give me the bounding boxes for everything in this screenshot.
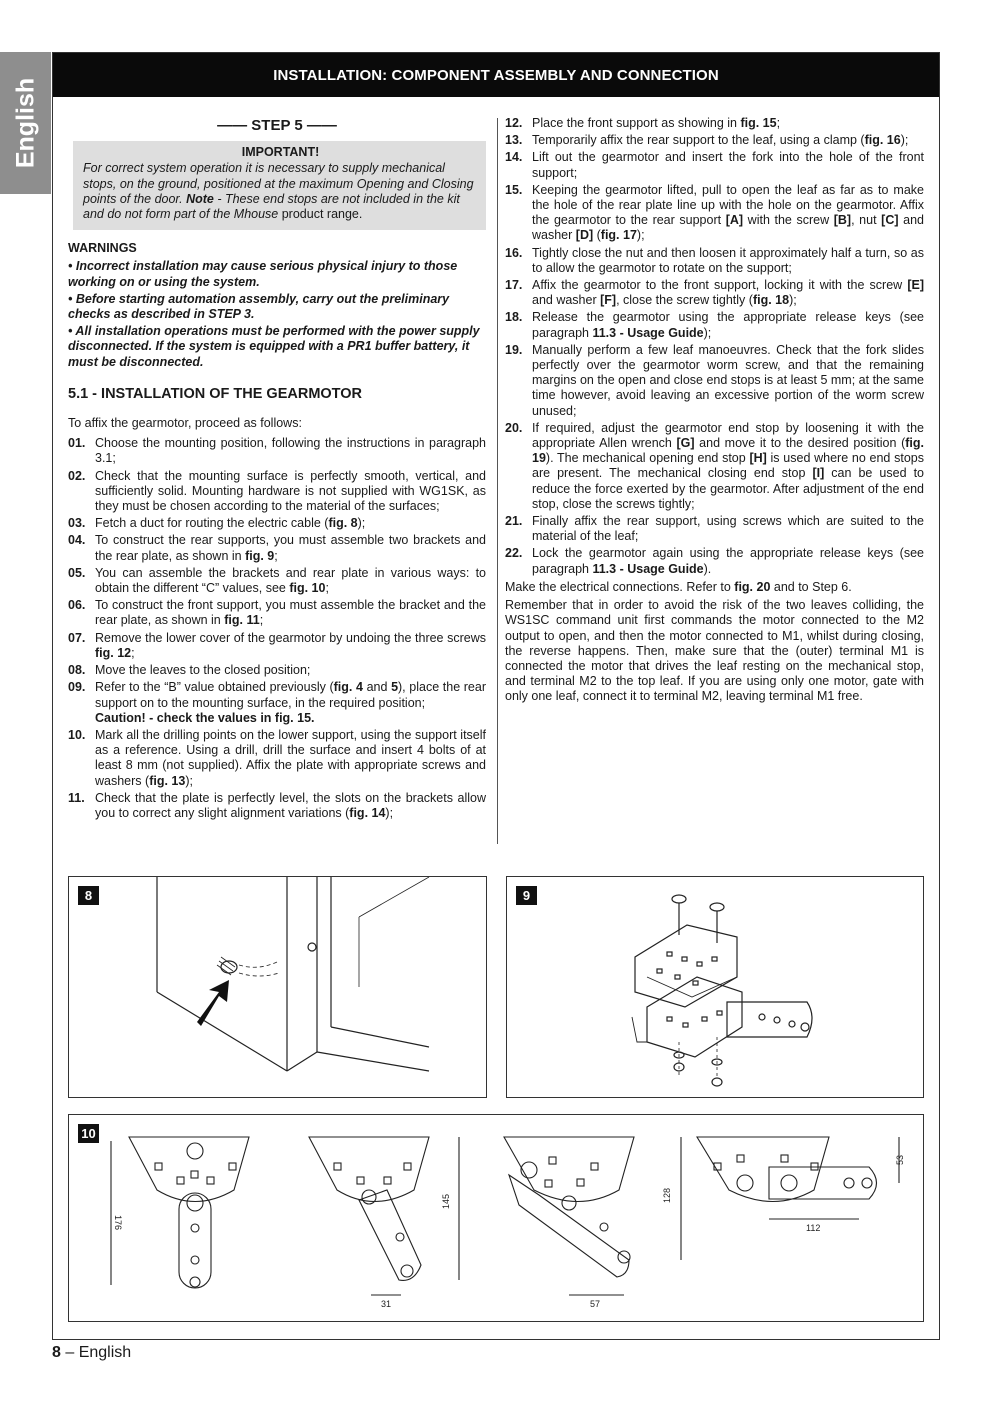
caution-note: Caution! - check the values in fig. 15.	[95, 710, 315, 725]
step-text: Tightly close the nut and then loosen it approximately half a turn, so as to allow the gearmotor to rotate on the support;	[532, 245, 924, 275]
step-item	[68, 598, 486, 628]
step-text: To construct the rear supports, you must assemble two brackets and the rear plate, as shown in fig. 9;	[95, 533, 486, 563]
step-number: 21.	[505, 514, 523, 529]
important-box	[73, 141, 486, 230]
step-number: 14.	[505, 150, 523, 165]
figure-9-number: 9	[516, 886, 537, 905]
figure-10-number: 10	[78, 1124, 99, 1143]
dim-53: 53	[895, 1154, 905, 1165]
step-item	[68, 516, 486, 531]
step-number: 11.	[68, 790, 85, 805]
step-item	[505, 116, 924, 131]
language-tab-label: English	[11, 77, 39, 169]
figure-8-number: 8	[78, 886, 99, 905]
step-text: Check that the mounting surface is perfectly smooth, vertical, and sufficiently solid. Mounting hardware is not supplied with WG1SK, as they must be chosen according to the material of the surfaces;	[95, 468, 486, 514]
step-text: Finally affix the rear support, using screws which are suited to the material of the leaf;	[532, 514, 924, 544]
intro-text: To affix the gearmotor, proceed as follows:	[68, 416, 302, 431]
left-column	[68, 116, 486, 823]
step-number: 03.	[68, 516, 86, 531]
step-item	[68, 566, 486, 596]
warnings-title: WARNINGS	[68, 241, 137, 256]
important-title: IMPORTANT!	[241, 145, 320, 160]
warning-item: • Before starting automation assembly, carry out the preliminary checks as described in STEP 3.	[68, 291, 450, 322]
dim-128: 128	[662, 1187, 672, 1203]
dim-31: 31	[381, 1299, 392, 1309]
step-number: 12.	[505, 116, 523, 130]
step-number: 18.	[505, 310, 523, 325]
page-number: 8	[52, 1344, 61, 1361]
step-item	[505, 343, 924, 419]
important-text: For correct system operation it is necessary to supply mechanical stops, on the ground, positioned at the maximum Opening and Closing points of the door. Note - These end stops are not included in the kit and do not form part of the Mhouse product range.	[83, 161, 474, 222]
step-text: Remove the lower cover of the gearmotor by undoing the three screws fig. 12;	[95, 630, 486, 660]
dim-57: 57	[590, 1299, 601, 1309]
figure-10	[68, 1114, 924, 1322]
step-item	[505, 183, 924, 244]
step-number: 16.	[505, 245, 523, 260]
step-item	[505, 310, 924, 340]
step-text: Temporarily affix the rear support to the leaf, using a clamp (fig. 16);	[532, 133, 909, 148]
footer-language: English	[78, 1344, 132, 1361]
dim-112: 112	[806, 1223, 821, 1233]
step-text: Choose the mounting position, following the instructions in paragraph 3.1;	[95, 436, 486, 466]
column-divider	[497, 118, 498, 844]
section-title: 5.1 - INSTALLATION OF THE GEARMOTOR	[68, 385, 363, 402]
step-number: 08.	[68, 663, 86, 678]
step-item	[68, 436, 486, 466]
step-number: 05.	[68, 565, 86, 580]
step-text: You can assemble the brackets and rear plate in various ways: to obtain the different “C” values, see fig. 10;	[95, 565, 486, 596]
step-text: Check that the plate is perfectly level, the slots on the brackets allow you to correct any slight alignment variations (fig. 14);	[95, 790, 486, 820]
step-item	[505, 150, 924, 180]
electrical-connections-text: Make the electrical connections. Refer to fig. 20 and to Step 6.	[505, 579, 852, 594]
figure-8-drawing	[69, 877, 488, 1099]
step-text: Lock the gearmotor again using the appropriate release keys (see paragraph 11.3 - Usage Guide).	[532, 546, 924, 576]
warning-item: • Incorrect installation may cause serious physical injury to those working on or using the system.	[68, 259, 458, 289]
step-text: Mark all the drilling points on the lower support, using the support itself as a reference. Using a drill, drill the surface and insert 4 bolts of at least 8 mm (not supplied). Affix the plate with appropriate screws and washers (fig. 13);	[95, 727, 486, 788]
step-number: 13.	[505, 133, 523, 148]
right-column	[505, 116, 924, 708]
step-text: To construct the front support, you must assemble the bracket and the rear plate, as shown in fig. 11;	[95, 598, 486, 628]
step-text: Move the leaves to the closed position;	[95, 663, 311, 678]
step-text: Keeping the gearmotor lifted, pull to open the leaf as far as to make the hole of the rear plate line up with the hole on the gearmotor. Affix the gearmotor to the rear support [A] with the screw [B], nut [C] and washer [D] (fig. 17);	[532, 182, 924, 243]
step-item	[505, 421, 924, 512]
step-item	[68, 469, 486, 515]
step-text: Fetch a duct for routing the electric cable (fig. 8);	[95, 516, 366, 531]
warning-item: • All installation operations must be performed with the power supply disconnected. If the system is equipped with a PR1 buffer battery, it must be disconnected.	[68, 324, 480, 369]
step-text: Release the gearmotor using the appropriate release keys (see paragraph 11.3 - Usage Guide);	[532, 310, 924, 340]
step-item	[505, 133, 924, 148]
figure-8	[68, 876, 487, 1098]
figure-9	[506, 876, 924, 1098]
page-header: INSTALLATION: COMPONENT ASSEMBLY AND CONNECTION	[53, 53, 939, 97]
step-number: 15.	[505, 182, 523, 197]
dim-176: 176	[113, 1215, 123, 1231]
step-number: 06.	[68, 598, 86, 613]
step-text: Refer to the “B” value obtained previously (fig. 4 and 5), place the rear support on to the mounting surface, in the required position; Caution! - check the values in fig. 15.	[95, 680, 486, 725]
step-text: Manually perform a few leaf manoeuvres. Check that the fork slides perfectly over the gearmotor worm screw, and that the remaining margins on the open and close end stops is at least 5 mm; at the same time however, avoid leaving an excessive portion of the worm screw unused;	[532, 342, 924, 418]
steps-list-left	[68, 436, 486, 821]
step-number: 07.	[68, 630, 86, 645]
step-item	[68, 680, 486, 726]
step-item	[505, 514, 924, 544]
step-number: 10.	[68, 727, 86, 742]
step-item	[68, 533, 486, 563]
step-item	[505, 278, 924, 308]
step-number: 04.	[68, 533, 86, 548]
language-tab	[0, 52, 51, 194]
figure-9-drawing	[507, 877, 925, 1099]
steps-list-right	[505, 116, 924, 577]
step-item	[68, 728, 486, 789]
step-number: 01.	[68, 436, 86, 451]
step-text: Lift out the gearmotor and insert the fork into the hole of the front support;	[532, 150, 924, 180]
step-item	[505, 246, 924, 276]
dim-145: 145	[441, 1193, 451, 1209]
step-item	[68, 663, 486, 678]
step-text: Place the front support as showing in fig. 15;	[532, 116, 781, 130]
step-number: 22.	[505, 546, 523, 561]
motor-order-text: Remember that in order to avoid the risk of the two leaves colliding, the WS1SC command unit first commands the motor connected to the M2 output to open, and then the motor connected to M1, whilst during closing, the reverse happens. Then, make sure that the (outer) terminal M1 is connected the motor that drives the leaf resting on the mechanical stop, and terminal M2 to the top leaf. If you are using only one motor, gate with only one leaf, connect it to terminal M2, leaving terminal M1 free.	[505, 598, 924, 704]
step-item	[68, 791, 486, 821]
step-text: Affix the gearmotor to the front support, locking it with the screw [E] and washer [F], close the screw tightly (fig. 18);	[532, 278, 924, 308]
step-number: 17.	[505, 278, 523, 293]
page-footer: 8 – English	[52, 1344, 132, 1361]
figure-10-drawing	[69, 1115, 925, 1323]
step-number: 20.	[505, 420, 523, 435]
step-text: If required, adjust the gearmotor end stop by loosening it with the appropriate Allen wrench [G] and move it to the desired position (fig. 19). The mechanical opening end stop [H] is used where no end stops are present. The mechanical closing end stop [I] can be used to reduce the force exerted by the gearmotor. After adjustment of the end stop, close the screws tightly;	[532, 420, 924, 511]
step-item	[68, 631, 486, 661]
step-number: 19.	[505, 342, 523, 357]
step-item	[505, 546, 924, 576]
step-number: 09.	[68, 680, 86, 695]
step-number: 02.	[68, 468, 86, 483]
step-title: —— STEP 5 ——	[217, 117, 337, 134]
